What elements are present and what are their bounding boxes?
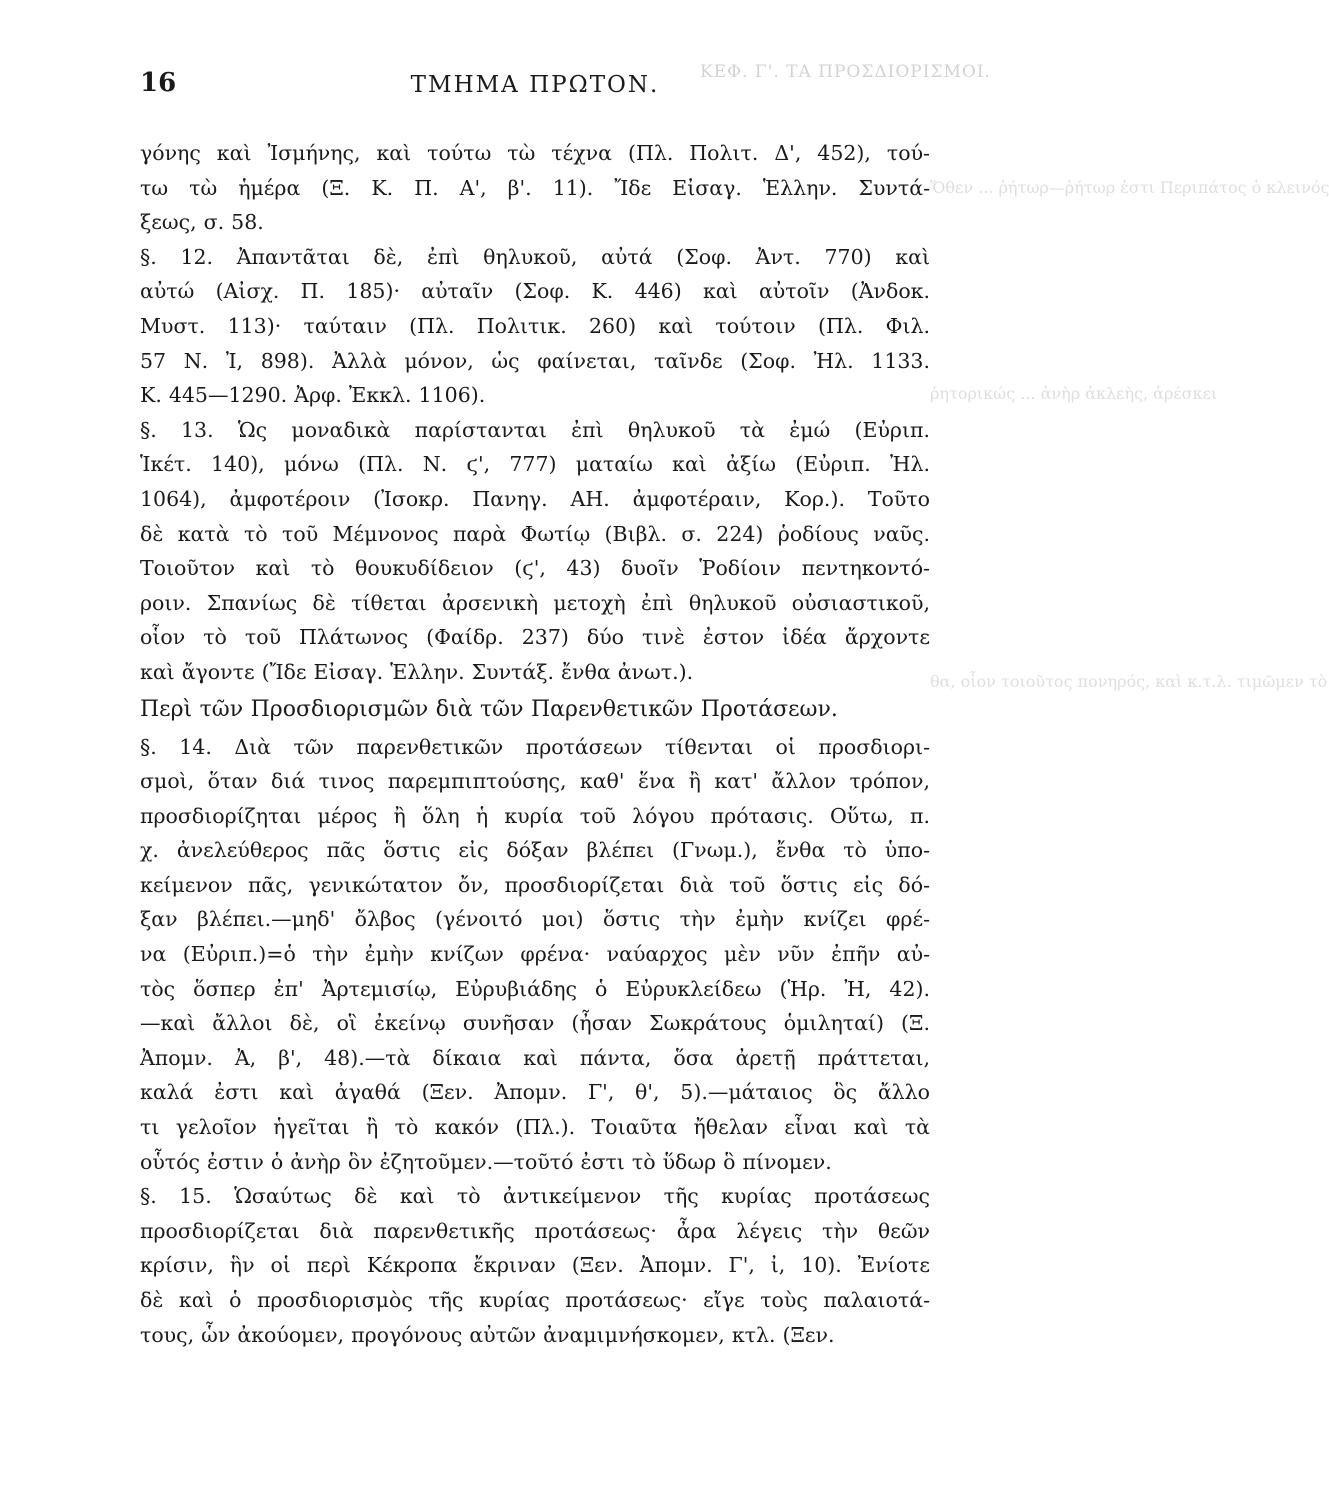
text-line: χ. ἀνελεύθερος πᾶς ὅστις εἰς δόξαν βλέπει (Γνωμ.), ἔνθα τὸ ὑπο- — [140, 838, 930, 863]
text-line: οἷον τὸ τοῦ Πλάτωνος (Φαίδρ. 237) δύο τινὲ ἐστον ἰδέα ἄρχοντε — [140, 625, 930, 650]
text-line: προσδιορίζηται μέρος ἢ ὅλη ἡ κυρία τοῦ λόγου πρότασις. Οὕτω, π. — [140, 803, 930, 828]
text-line: κρίσιν, ἣν οἱ περὶ Κέκροπα ἔκριναν (Ξεν. Ἀπομν. Γ', ἰ, 10). Ἐνίοτε — [140, 1253, 930, 1278]
paragraph-11-end — [140, 136, 930, 240]
text-line: Κ. 445—1290. Ἀρφ. Ἐκκλ. 1106). — [140, 383, 486, 408]
text-line: τω τὼ ἡμέρα (Ξ. Κ. Π. Α', β'. 11). Ἴδε Εἰσαγ. Ἑλλην. Συντά- — [140, 175, 930, 200]
text-line: τὸς ὅσπερ ἐπ' Ἀρτεμισίῳ, Εὐρυβιάδης ὁ Εὐρυκλείδεω (Ἡρ. Ἠ, 42). — [140, 976, 930, 1001]
text-line: αὐτώ (Αἰσχ. Π. 185)· αὐταῖν (Σοφ. Κ. 446) καὶ αὐτοῖν (Ἀνδοκ. — [140, 279, 930, 304]
bleed-through-running-head: ΚΕΦ. Γ'. ΤΑ ΠΡΟΣΔΙΟΡΙΣΜΟΙ. — [700, 62, 991, 82]
paragraph-12 — [140, 240, 930, 413]
text-line: Ἱκέτ. 140), μόνω (Πλ. Ν. ϛ', 777) ματαίω καὶ ἀξίω (Εὐριπ. Ἠλ. — [140, 452, 930, 477]
paragraph-15 — [140, 1179, 930, 1352]
paragraph-13 — [140, 413, 930, 690]
text-line: ξαν βλέπει.—μηδ' ὄλβος (γένοιτό μοι) ὅστις τὴν ἐμὴν κνίζει φρέ- — [140, 907, 930, 932]
bleed-through-line: ῥητορικώς ... ἀνὴρ ἀκλεὴς, ἀρέσκει — [930, 384, 1218, 403]
page-number: 16 — [140, 68, 177, 98]
running-head: ΤΜΗΜΑ ΠΡΩΤΟΝ. — [410, 72, 660, 98]
text-line: —καὶ ἄλλοι δὲ, οἳ ἐκείνῳ συνῆσαν (ἦσαν Σωκράτους ὁμιληταί) (Ξ. — [140, 1011, 930, 1036]
text-line: §. 15. Ὡσαύτως δὲ καὶ τὸ ἀντικείμενον τῆς κυρίας προτάσεως — [140, 1184, 930, 1209]
text-line: ξεως, σ. 58. — [140, 210, 264, 235]
text-line: προσδιορίζεται διὰ παρενθετικῆς προτάσεως· ἆρα λέγεις τὴν θεῶν — [140, 1218, 930, 1243]
text-line: τι γελοῖον ἡγεῖται ἢ τὸ κακόν (Πλ.). Τοιαῦτα ἤθελαν εἶναι καὶ τὰ — [140, 1115, 930, 1140]
text-line: καὶ ἄγοντε (Ἴδε Εἰσαγ. Ἑλλην. Συντάξ. ἔνθα ἀνωτ.). — [140, 659, 694, 684]
section-heading: Περὶ τῶν Προσδιορισμῶν διὰ τῶν Παρενθετικῶν Προτάσεων. — [140, 696, 838, 722]
text-line: Μυστ. 113)· ταύταιν (Πλ. Πολιτικ. 260) καὶ τούτοιν (Πλ. Φιλ. — [140, 313, 930, 338]
text-line: Τοιοῦτον καὶ τὸ θουκυδίδειον (ϛ', 43) δυοῖν Ῥοδίοιν πεντηκοντό- — [140, 556, 930, 581]
text-line: καλά ἐστι καὶ ἀγαθά (Ξεν. Ἀπομν. Γ', θ', 5).—μάταιος ὃς ἄλλο — [140, 1080, 930, 1105]
text-line: Ἀπομν. Ἀ, β', 48).—τὰ δίκαια καὶ πάντα, ὅσα ἀρετῇ πράττεται, — [140, 1045, 930, 1070]
bleed-through-line: Ὅθεν ... ῥήτωρ—ῥήτωρ ἐστι Περιπάτος ὁ κλεινός — [930, 178, 1329, 197]
text-line: οὗτός ἐστιν ὁ ἀνὴρ ὃν ἐζητοῦμεν.—τοῦτό ἐστι τὸ ὕδωρ ὃ πίνομεν. — [140, 1149, 832, 1174]
text-line: §. 14. Διὰ τῶν παρενθετικῶν προτάσεων τίθενται οἱ προσδιορι- — [140, 734, 930, 759]
text-line: δὲ καὶ ὁ προσδιορισμὸς τῆς κυρίας προτάσεως· εἴγε τοὺς παλαιοτά- — [140, 1288, 930, 1312]
text-line: ροιν. Σπανίως δὲ τίθεται ἀρσενικὴ μετοχὴ ἐπὶ θηλυκοῦ οὐσιαστικοῦ, — [140, 590, 930, 615]
text-line: §. 13. Ὡς μοναδικὰ παρίστανται ἐπὶ θηλυκοῦ τὰ ἐμώ (Εὐριπ. — [140, 417, 930, 442]
text-line: §. 12. Ἀπαντᾶται δὲ, ἐπὶ θηλυκοῦ, αὐτά (Σοφ. Ἀντ. 770) καὶ — [140, 244, 930, 269]
text-line: 1064), ἀμφοτέροιν (Ἰσοκρ. Πανηγ. ΑΗ. ἀμφοτέραιν, Κορ.). Τοῦτο — [140, 486, 930, 511]
paragraph-14 — [140, 730, 930, 1180]
bleed-through-line: θα, οἷον τοιοῦτος πονηρός, καὶ κ.τ.λ. τιμῶμεν τὸ — [930, 672, 1328, 691]
text-line: 57 Ν. Ἰ, 898). Ἀλλὰ μόνον, ὡς φαίνεται, ταῖνδε (Σοφ. Ἠλ. 1133. — [140, 348, 930, 373]
text-line: τους, ὧν ἀκούομεν, προγόνους αὐτῶν ἀναμιμνήσκομεν, κτλ. (Ξεν. — [140, 1322, 835, 1347]
text-line: δὲ κατὰ τὸ τοῦ Μέμνονος παρὰ Φωτίῳ (Βιβλ. σ. 224) ῥοδίους ναῦς. — [140, 521, 930, 546]
book-page — [140, 64, 930, 1352]
page-header — [140, 64, 930, 108]
text-line: να (Εὐριπ.)=ὁ τὴν ἐμὴν κνίζων φρένα· ναύαρχος μὲν νῦν ἐπῆν αὐ- — [140, 942, 930, 967]
text-line: σμοὶ, ὅταν διά τινος παρεμπιπτούσης, καθ' ἕνα ἢ κατ' ἄλλον τρόπον, — [140, 769, 930, 794]
body-text — [140, 136, 930, 1352]
text-line: κείμενον πᾶς, γενικώτατον ὄν, προσδιορίζεται διὰ τοῦ ὅστις εἰς δό- — [140, 872, 930, 897]
text-line: γόνης καὶ Ἰσμήνης, καὶ τούτω τὼ τέχνα (Πλ. Πολιτ. Δ', 452), τού- — [140, 141, 930, 165]
